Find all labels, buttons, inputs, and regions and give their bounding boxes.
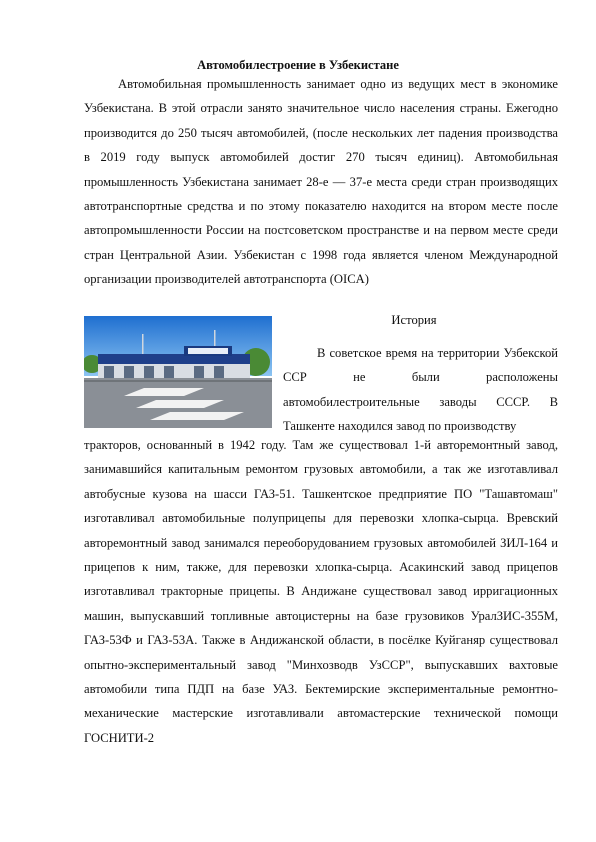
history-paragraph-rest: тракторов, основанный в 1942 году. Там же существовал 1-й авторемонтный завод, занимавшийся капитальным ремонтом грузовых автомобили, а так же изготавливал автобусные кузова на шасси ГАЗ-51. Ташкентское предприятие ПО "Ташавтомаш" изготавливал автомобильные полуприцепы для перевозки хлопка-сырца. Вревский авторемонтный завод занимался переоборудованием грузовых автомобилей ЗИЛ-164 и прицепов к ним, также, для перевозки хлопка-сырца. Асакинский завод прицепов изготавливал тракторные прицепы. В Андижане существовал завод ирригационных машин, выпускавший топливные автоцистерны на базе грузовиков УралЗИС-355М, ГАЗ-53Ф и ГАЗ-53А. Также в Андижанской области, в посёлке Куйганяр существовал опытно-экспериментальный завод "Минхозводв УзССР", выпускавших вахтовые автомобили типа ПДП на базе УАЗ. Бектемирские экспериментальные ремонтно-механические мастерские изготавливали автомастерские технической помощи ГОСНИТИ-2 — [84, 438, 558, 745]
history-paragraph-start: В советское время на территории Узбекской ССР не были расположены автомобилестроительные заводы СССР. В Ташкенте находился завод по производству — [283, 346, 558, 434]
section-title: История — [391, 313, 437, 327]
document-title: Автомобилестроение в Узбекистане — [197, 58, 399, 72]
factory-photo-image — [84, 316, 272, 428]
factory-photo — [84, 316, 272, 428]
intro-paragraph: Автомобильная промышленность занимает одно из ведущих мест в экономике Узбекистана. В этой отрасли занято значительное число населения страны. Ежегодно производится до 250 тысяч автомобилей, (после нескольких лет падения производства в 2019 году выпуск автомобилей достиг 270 тысяч единиц). Автомобильная промышленность Узбекистана занимает 28-е — 37-е места среди стран производящих автотранспортные средства и по этому показателю находится на втором месте после автопромышленности России на постсоветском пространстве и на первом месте среди стран Центральной Азии. Узбекистан с 1998 года является членом Международной организации производителей автотранспорта (OICA) — [84, 77, 558, 287]
